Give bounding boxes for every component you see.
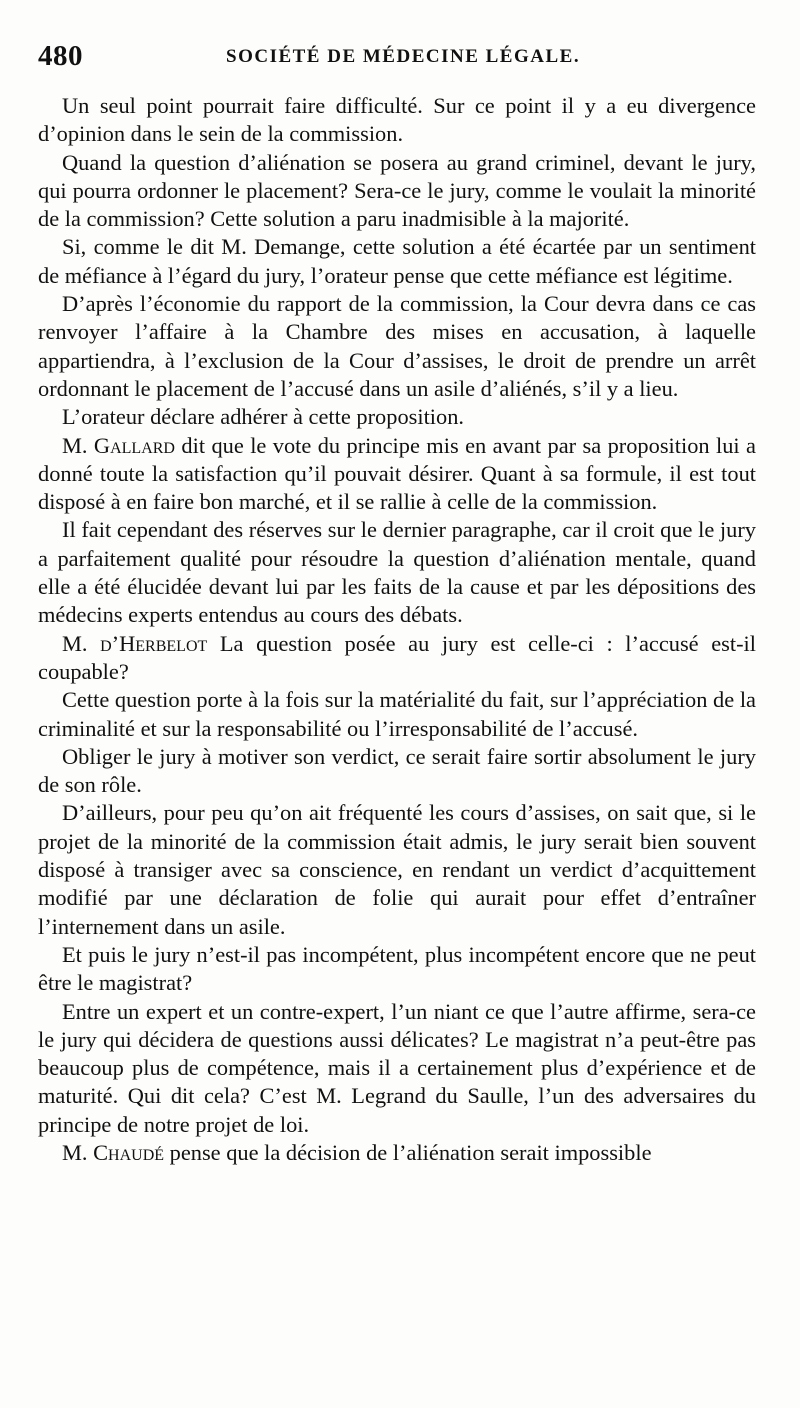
paragraph-text: Obliger le jury à motiver son verdict, ce serait faire sortir absolument le jury de son rôle.	[38, 743, 756, 798]
paragraph-text: Il fait cependant des réserves sur le dernier paragraphe, car il croit que le jury a parfaitement qualité pour résoudre la question d’aliénation mentale, quand elle a été élucidée devant lui par les faits de la cause et par les dépositions des médecins experts entendus au cours des débats.	[38, 517, 756, 628]
paragraph-text: D’après l’économie du rapport de la commission, la Cour devra dans ce cas renvoyer l’affaire à la Chambre des mises en accusation, à laquelle appartiendra, à l’exclusion de la Cour d’assises, le droit de prendre un arrêt ordonnant le placement de l’accusé dans un asile d’aliénés, s’il y a lieu.	[38, 291, 756, 401]
paragraph	[38, 743, 756, 800]
paragraph	[38, 941, 756, 998]
speaker-name: M. Chaudé	[62, 1139, 165, 1165]
paragraph-text: Quand la question d’aliénation se posera au grand criminel, devant le jury, qui pourra ordonner le placement? Sera-ce le jury, comme le voulait la minorité de la commission? Cette solution a paru inadmisible à la majorité.	[38, 149, 756, 232]
paragraph	[38, 998, 756, 1139]
paragraph	[38, 233, 756, 290]
paragraph	[38, 290, 756, 403]
paragraph	[38, 516, 756, 629]
paragraph-text: D’ailleurs, pour peu qu’on ait fréquenté les cours d’assises, on sait que, si le projet de la minorité de la commission était admis, le jury serait bien souvent disposé à transiger avec sa conscience, en rendant un verdict d’acquittement modifié par une déclaration de folie qui aurait pour effet d’entraîner l’internement dans un asile.	[38, 800, 756, 939]
paragraph-text: Cette question porte à la fois sur la matérialité du fait, sur l’appréciation de la criminalité et sur la responsabilité ou l’irresponsabilité de l’accusé.	[38, 687, 756, 741]
body-text	[38, 92, 756, 1167]
paragraph	[38, 686, 756, 743]
paragraph	[38, 799, 756, 940]
paragraph	[38, 630, 756, 687]
paragraph-text: L’orateur déclare adhérer à cette proposition.	[62, 404, 465, 430]
paragraph-text: Entre un expert et un contre-expert, l’un niant ce que l’autre affirme, sera-ce le jury qui décidera de questions aussi délicates? Le magistrat n’a peut-être pas beaucoup plus de compétence, mais il a certainement plus d’expérience et de maturité. Qui dit cela? C’est M. Legrand du Saulle, l’un des adversaires du principe de notre projet de loi.	[38, 998, 756, 1137]
speaker-name: M. Gallard	[62, 432, 175, 458]
page-number: 480	[38, 40, 83, 72]
page-header	[38, 40, 756, 92]
paragraph	[38, 403, 756, 431]
paragraph	[38, 432, 756, 517]
paragraph-text: Un seul point pourrait faire difficulté. Sur ce point il y a eu divergence d’opinion dans le sein de la commission.	[38, 93, 756, 147]
paragraph	[38, 149, 756, 234]
speaker-name: M. d’Herbelot	[62, 630, 208, 656]
paragraph-text: Si, comme le dit M. Demange, cette solution a été écartée par un sentiment de méfiance à l’égard du jury, l’orateur pense que cette méfiance est légitime.	[38, 234, 756, 288]
paragraph-text: La question posée au jury est celle-ci : l’accusé est-il coupable?	[38, 630, 756, 684]
paragraph-text: pense que la décision de l’aliénation serait impossible	[164, 1139, 652, 1165]
paragraph	[38, 1139, 756, 1167]
paragraph	[38, 92, 756, 149]
running-title: SOCIÉTÉ DE MÉDECINE LÉGALE.	[226, 46, 581, 67]
paragraph-text: dit que le vote du principe mis en avant par sa proposition lui a donné toute la satisfaction qu’il pouvait désirer. Quant à sa formule, il est tout disposé à en faire bon marché, et il se rallie à celle de la commission.	[38, 432, 756, 515]
paragraph-text: Et puis le jury n’est-il pas incompétent, plus incompétent encore que ne peut être le magistrat?	[38, 941, 756, 996]
